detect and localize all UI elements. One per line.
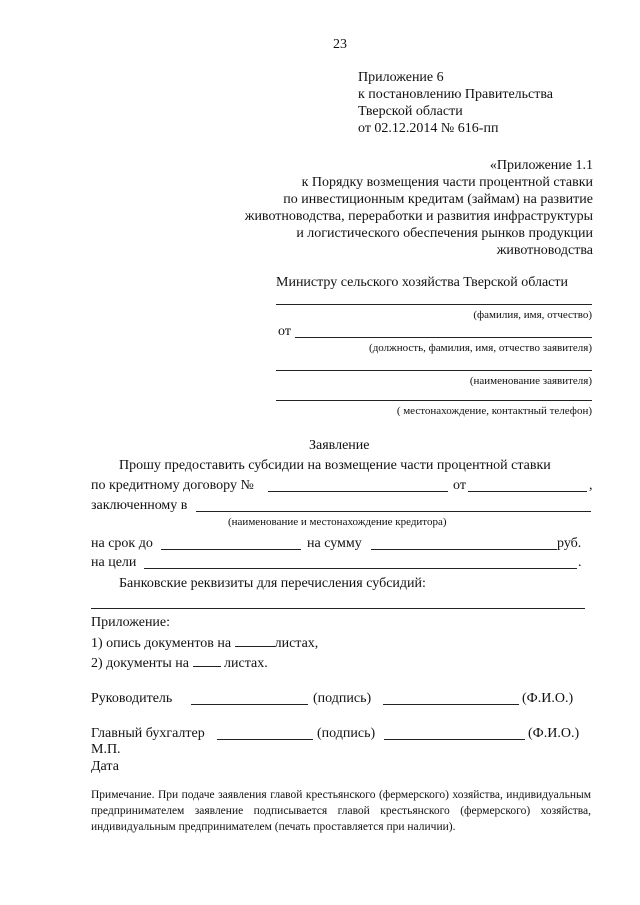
purpose-period: .: [578, 555, 582, 570]
appendix11-line-3: по инвестиционным кредитам (займам) на развитие: [283, 192, 593, 207]
head-signature-caption: (подпись): [313, 691, 372, 706]
date-label: Дата: [91, 759, 119, 774]
head-fio-caption: (Ф.И.О.): [522, 691, 574, 706]
rub-label: руб.: [557, 536, 582, 551]
purpose-line: [144, 568, 577, 569]
attachment-item-1-text: 1) опись документов на: [91, 636, 232, 651]
fio-line: [276, 304, 592, 305]
attachment-item-2-suffix: листах.: [224, 656, 268, 671]
appendix11-line-2: к Порядку возмещения части процентной ставки: [301, 175, 593, 190]
sum-label: на сумму: [307, 536, 362, 551]
accountant-label: Главный бухгалтер: [91, 726, 205, 741]
attachment-item-2-blank: [193, 654, 221, 667]
bank-details-line: [91, 608, 585, 609]
contract-comma: ,: [589, 478, 593, 493]
appendix-line-4: от 02.12.2014 № 616-пп: [358, 121, 499, 136]
applicant-position-line: [295, 337, 592, 338]
attachment-item-2-text: 2) документы на: [91, 656, 189, 671]
accountant-signature-caption: (подпись): [317, 726, 376, 741]
creditor-line: [196, 511, 591, 512]
contract-number-line: [268, 491, 448, 492]
page-number: 23: [333, 37, 347, 52]
applicant-name-line: [276, 370, 592, 371]
request-line: Прошу предоставить субсидии на возмещение части процентной ставки: [119, 458, 551, 473]
attachment-item-1-blank: [235, 634, 275, 647]
caption-position: (должность, фамилия, имя, отчество заявителя): [369, 342, 592, 354]
document-title: Заявление: [309, 438, 370, 453]
head-signature-line: [191, 704, 308, 705]
accountant-fio-caption: (Ф.И.О.): [528, 726, 580, 741]
location-line: [276, 400, 592, 401]
footnote: Примечание. При подаче заявления главой крестьянского (фермерского) хозяйства, индивидуальным предпринимателем заявление подписывается главой крестьянского (фермерского) хозяйства, индивидуальным предпринимателем (печать проставляется при наличии).: [91, 789, 591, 833]
appendix-line-2: к постановлению Правительства: [358, 87, 554, 102]
accountant-fio-line: [384, 739, 525, 740]
addressee-from: от: [278, 324, 291, 339]
appendix-line-3: Тверской области: [358, 104, 463, 119]
term-label: на срок до: [91, 536, 153, 551]
attachment-item-1-suffix: листах,: [274, 636, 319, 651]
contract-date-line: [468, 491, 587, 492]
caption-fio: (фамилия, имя, отчество): [473, 309, 592, 321]
caption-creditor: (наименование и местонахождение кредитора): [228, 516, 447, 528]
appendix11-line-1: «Приложение 1.1: [489, 158, 593, 173]
stamp-label: М.П.: [91, 742, 121, 757]
head-fio-line: [383, 704, 519, 705]
sum-line: [371, 549, 557, 550]
appendix-line-1: Приложение 6: [358, 70, 444, 85]
attachments-label: Приложение:: [91, 615, 171, 630]
addressee-to: Министру сельского хозяйства Тверской области: [276, 275, 569, 290]
head-label: Руководитель: [91, 691, 173, 706]
appendix11-line-4: животноводства, переработки и развития инфраструктуры: [244, 209, 593, 224]
accountant-signature-line: [217, 739, 313, 740]
caption-location: ( местонахождение, контактный телефон): [396, 405, 592, 417]
appendix11-line-6: животноводства: [496, 243, 593, 258]
appendix11-line-5: и логистического обеспечения рынков продукции: [296, 226, 593, 241]
term-line: [161, 549, 301, 550]
purpose-label: на цели: [91, 555, 137, 570]
concluded-label: заключенному в: [91, 498, 188, 513]
attachment-item-2: [91, 654, 268, 672]
attachment-item-1: [91, 634, 318, 652]
bank-details-label: Банковские реквизиты для перечисления субсидий:: [119, 576, 426, 591]
contract-from-label: от: [453, 478, 466, 493]
credit-contract-label: по кредитному договору №: [91, 478, 254, 493]
caption-applicant: (наименование заявителя): [469, 375, 592, 387]
